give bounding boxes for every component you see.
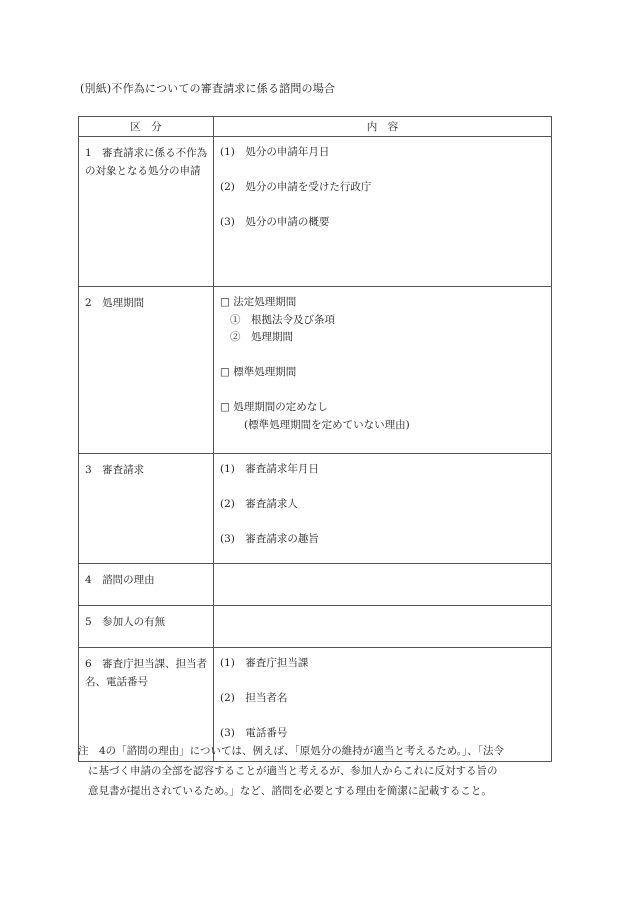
row-category-cell	[79, 137, 214, 287]
table-row	[79, 287, 552, 454]
footnote	[78, 741, 558, 801]
checkbox-statutory-period[interactable]: □ 法定処理期間	[220, 296, 297, 308]
content-item: (1) 処分の申請年月日	[220, 146, 330, 158]
row-category-cell	[79, 454, 214, 564]
category-label: 1 審査請求に係る不作為の対象となる処分の申請	[85, 147, 208, 177]
row-content-cell	[214, 606, 552, 648]
content-item: ② 処理期間	[230, 331, 293, 343]
content-item: ① 根拠法令及び条項	[230, 313, 335, 326]
table-row	[79, 606, 552, 648]
content-item: (1) 審査庁担当課	[220, 657, 309, 669]
row-content-cell	[214, 454, 552, 564]
footnote-line: 注 4の「諮問の理由」については、例えば、「原処分の維持が適当と考えるため。」、「法令	[78, 745, 505, 757]
row-category-cell	[79, 287, 214, 454]
content-item: (3) 処分の申請の概要	[220, 216, 330, 228]
footnote-line: 意見書が提出されているため。」など、諮問を必要とする理由を簡潔に記載すること。	[88, 785, 492, 797]
content-item: (1) 審査請求年月日	[220, 463, 319, 475]
checkbox-standard-period[interactable]: □ 標準処理期間	[220, 366, 297, 378]
category-label: 6 審査庁担当課、担当者名、電話番号	[85, 658, 208, 688]
content-item: (3) 電話番号	[220, 727, 288, 739]
row-content-cell	[214, 287, 552, 454]
table-header-row	[79, 117, 552, 137]
header-category: 区 分	[79, 117, 214, 137]
content-item: (3) 審査請求の趣旨	[220, 533, 319, 545]
category-label: 3 審査請求	[85, 464, 145, 476]
row-content-cell	[214, 564, 552, 606]
header-content: 内 容	[214, 117, 552, 137]
content-item: (2) 審査請求人	[220, 498, 298, 510]
table-row	[79, 564, 552, 606]
category-label: 4 諮問の理由	[85, 574, 155, 586]
footnote-line: に基づく申請の全部を認容することが適当と考えるが、参加人からこれに反対する旨の	[88, 765, 498, 777]
page-title: (別紙)不作為についての審査請求に係る諮問の場合	[80, 82, 336, 95]
checkbox-no-period[interactable]: □ 処理期間の定めなし	[220, 401, 328, 413]
category-label: 5 参加人の有無	[85, 616, 166, 628]
row-category-cell	[79, 564, 214, 606]
row-category-cell	[79, 606, 214, 648]
category-label: 2 処理期間	[85, 297, 145, 309]
content-item: (標準処理期間を定めていない理由)	[244, 418, 410, 431]
row-content-cell	[214, 137, 552, 287]
table-row	[79, 454, 552, 564]
consultation-form-table	[78, 116, 552, 762]
content-item: (2) 処分の申請を受けた行政庁	[220, 181, 372, 193]
content-item: (2) 担当者名	[220, 692, 288, 704]
table-row	[79, 137, 552, 287]
